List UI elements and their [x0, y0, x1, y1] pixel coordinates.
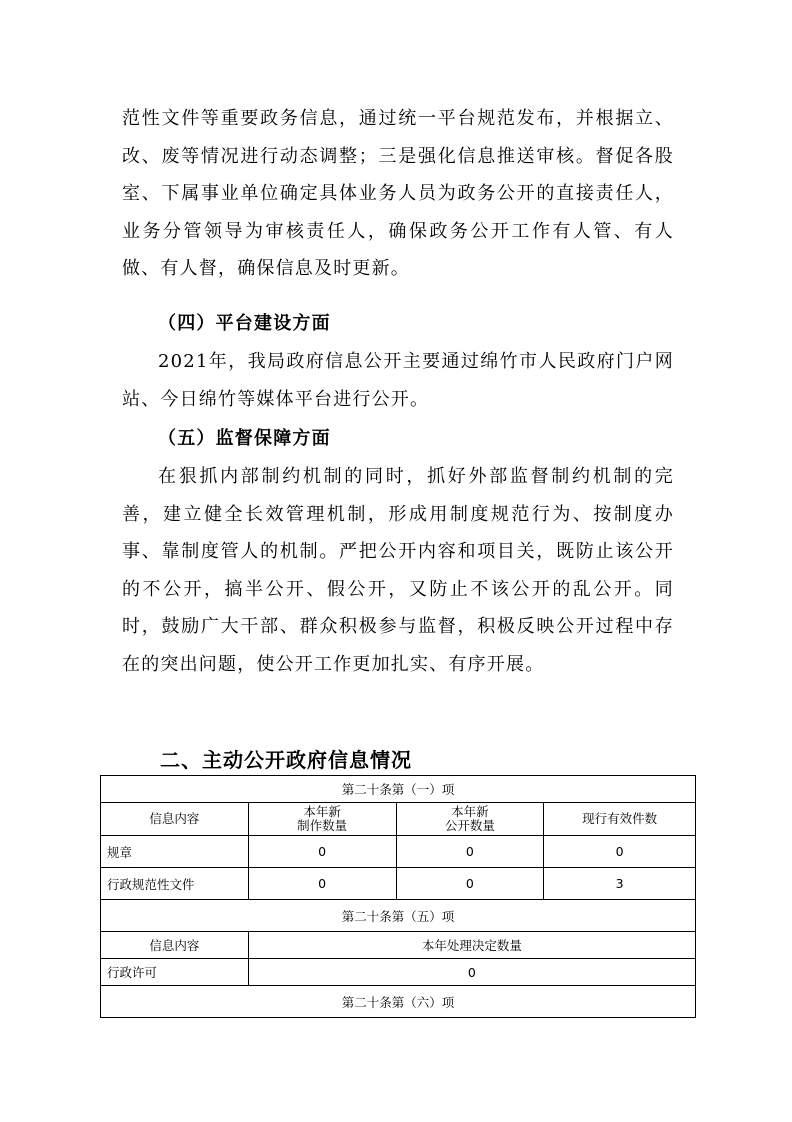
header-new-made-line1: 本年新: [303, 804, 341, 819]
table-row: [101, 900, 696, 932]
header-new-pub-line2: 公开数量: [444, 818, 495, 833]
row-made: 0: [248, 868, 396, 900]
header-new-published: [396, 803, 544, 836]
table-row: [101, 776, 696, 803]
header-new-made: [248, 803, 396, 836]
table-row: [101, 959, 696, 986]
paragraph-platform: 2021年，我局政府信息公开主要通过绵竹市人民政府门户网站、今日绵竹等媒体平台进行公开。: [122, 351, 674, 410]
header-valid-count: 现行有效件数: [544, 803, 696, 836]
table-header-row: [101, 932, 696, 959]
row-valid: 3: [544, 868, 696, 900]
article-5-title: 第二十条第（五）项: [101, 900, 696, 932]
table-header-row: [101, 803, 696, 836]
header-new-pub-line1: 本年新: [451, 804, 489, 819]
paragraph-continuation: 范性文件等重要政务信息，通过统一平台规范发布，并根据立、改、废等情况进行动态调整；三是强化信息推送审核。督促各股室、下属事业单位确定具体业务人员为政务公开的直接责任人，业务分管领导为审核责任人，确保政务公开工作有人管、有人做、有人督，确保信息及时更新。: [122, 108, 674, 279]
row-published: 0: [396, 868, 544, 900]
article-5-row-value: 0: [248, 959, 695, 986]
article-5-header-count: 本年处理决定数量: [248, 932, 695, 959]
row-published: 0: [396, 836, 544, 868]
disclosure-table: [100, 775, 696, 1018]
paragraph-supervision: 在狠抓内部制约机制的同时，抓好外部监督制约机制的完善，建立健全长效管理机制，形成用制度规范行为、按制度办事、靠制度管人的机制。严把公开内容和项目关，既防止该公开的不公开，搞半公开、假公开，又防止不该公开的乱公开。同时，鼓励广大干部、群众积极参与监督，积极反映公开过程中存在的突出问题，使公开工作更加扎实、有序开展。: [122, 466, 674, 675]
subheading-supervision: （五）监督保障方面: [158, 428, 331, 449]
row-valid: 0: [544, 836, 696, 868]
article-5-row-name: 行政许可: [101, 959, 249, 986]
article-5-header-info: 信息内容: [101, 932, 249, 959]
subheading-platform: （四）平台建设方面: [158, 313, 331, 334]
row-made: 0: [248, 836, 396, 868]
article-1-title: 第二十条第（一）项: [101, 776, 696, 803]
table-row: [101, 986, 696, 1018]
row-name: 规章: [101, 836, 249, 868]
table-row: [101, 836, 696, 868]
header-info: 信息内容: [101, 803, 249, 836]
table-row: [101, 868, 696, 900]
section-title: 二、主动公开政府信息情况: [160, 748, 412, 772]
article-6-title: 第二十条第（六）项: [101, 986, 696, 1018]
row-name: 行政规范性文件: [101, 868, 249, 900]
header-new-made-line2: 制作数量: [297, 818, 348, 833]
